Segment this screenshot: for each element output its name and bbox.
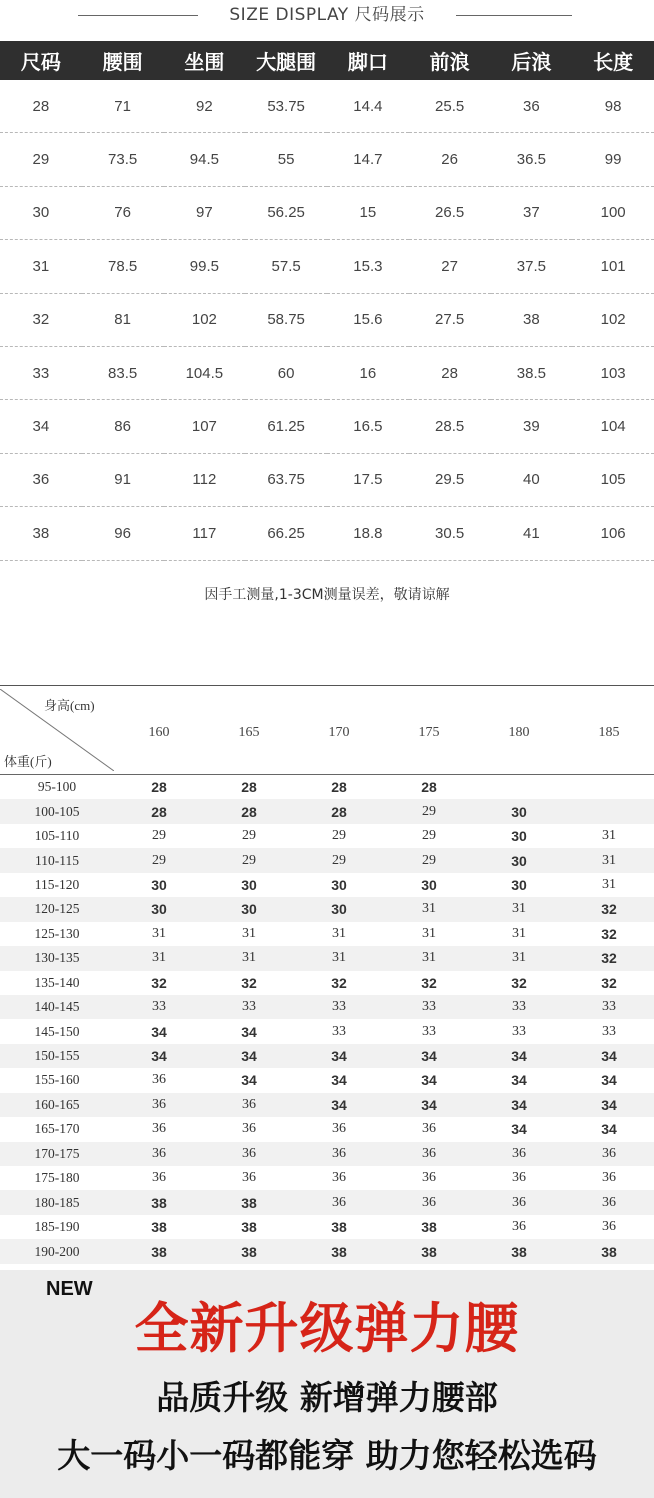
recommended-size-cell: 32 [421, 974, 437, 991]
size-table-row [0, 507, 654, 560]
recommendation-row [0, 897, 654, 921]
recommendation-row [0, 1166, 654, 1190]
height-column-header: 170 [294, 686, 384, 775]
size-column-header: 大腿围 [245, 41, 327, 80]
size-table-cell: 15.3 [327, 240, 409, 293]
recommended-size-cell: 32 [151, 974, 167, 991]
recommended-size-cell: 31 [384, 946, 474, 970]
weight-range-cell: 100-105 [0, 799, 114, 823]
recommended-size-cell: 36 [114, 1093, 204, 1117]
height-column-header: 165 [204, 686, 294, 775]
recommendation-row [0, 1093, 654, 1117]
weight-range-cell: 110-115 [0, 848, 114, 872]
recommended-size-cell: 34 [564, 1093, 654, 1117]
recommended-size-cell: 28 [151, 779, 167, 796]
size-table-cell: 29.5 [409, 453, 491, 506]
recommended-size-cell: 34 [294, 1093, 384, 1117]
header-title-wrap [0, 4, 654, 26]
new-tag: NEW [46, 1278, 93, 1300]
recommended-size-cell: 28 [204, 799, 294, 823]
size-column-header: 腰围 [82, 41, 164, 80]
size-table-cell: 27.5 [409, 293, 491, 346]
recommended-size-cell: 36 [564, 1142, 654, 1166]
recommended-size-cell: 34 [151, 1023, 167, 1040]
weight-range-cell: 190-200 [0, 1239, 114, 1263]
recommended-size-cell: 36 [564, 1190, 654, 1214]
recommendation-row [0, 775, 654, 800]
recommended-size-cell: 30 [474, 848, 564, 872]
recommended-size-cell: 36 [512, 1219, 526, 1235]
recommended-size-cell: 36 [114, 1142, 204, 1166]
recommended-size-cell: 31 [114, 946, 204, 970]
size-table-row [0, 400, 654, 453]
recommended-size-cell: 33 [422, 1023, 436, 1039]
recommended-size-cell: 34 [241, 1072, 257, 1089]
recommended-size-cell: 33 [602, 1023, 616, 1039]
size-table-row [0, 186, 654, 239]
recommended-size-cell: 29 [384, 848, 474, 872]
recommendation-row [0, 824, 654, 848]
size-table-cell: 107 [164, 400, 246, 453]
recommended-size-cell: 36 [242, 1170, 256, 1186]
recommended-size-cell: 31 [204, 946, 294, 970]
recommended-size-cell: 36 [602, 1170, 616, 1186]
recommended-size-cell: 29 [422, 828, 436, 844]
recommended-size-cell: 30 [114, 897, 204, 921]
size-table-row [0, 453, 654, 506]
weight-range-cell: 160-165 [0, 1093, 114, 1117]
recommended-size-cell: 38 [331, 1219, 347, 1236]
recommended-size-cell: 28 [331, 779, 347, 796]
recommended-size-cell: 29 [204, 848, 294, 872]
recommended-size-cell: 38 [421, 1219, 437, 1236]
recommended-size-cell: 36 [242, 1121, 256, 1137]
recommendation-row [0, 971, 654, 995]
recommended-size-cell: 38 [474, 1239, 564, 1263]
recommended-size-cell: 30 [474, 799, 564, 823]
recommended-size-cell: 34 [384, 1093, 474, 1117]
size-table-cell: 76 [82, 186, 164, 239]
recommendation-table-body [0, 686, 654, 1264]
size-table-cell: 38.5 [491, 346, 573, 399]
size-table-cell: 15.6 [327, 293, 409, 346]
recommendation-row [0, 873, 654, 897]
recommended-size-cell: 28 [241, 779, 257, 796]
recommended-size-cell: 36 [422, 1170, 436, 1186]
size-table-cell: 25.5 [409, 80, 491, 133]
recommendation-row [0, 1215, 654, 1239]
recommended-size-cell: 36 [294, 1190, 384, 1214]
size-table-cell: 36.5 [491, 133, 573, 186]
size-table-cell: 105 [572, 453, 654, 506]
recommendation-row [0, 848, 654, 872]
recommended-size-cell: 34 [474, 1044, 564, 1068]
recommended-size-cell: 29 [114, 848, 204, 872]
recommendation-row [0, 1044, 654, 1068]
recommended-size-cell: 34 [241, 1023, 257, 1040]
recommended-size-cell: 36 [152, 1170, 166, 1186]
size-table-cell: 60 [245, 346, 327, 399]
recommended-size-cell: 31 [332, 925, 346, 941]
recommended-size-cell: 34 [114, 1044, 204, 1068]
size-table-cell: 104.5 [164, 346, 246, 399]
recommended-size-cell: 30 [421, 876, 437, 893]
recommended-size-cell: 36 [204, 1142, 294, 1166]
recommended-size-cell: 30 [511, 876, 527, 893]
size-table-cell: 99 [572, 133, 654, 186]
recommendation-row [0, 995, 654, 1019]
size-table-cell: 61.25 [245, 400, 327, 453]
size-table-body [0, 80, 654, 560]
recommended-size-cell: 36 [332, 1121, 346, 1137]
recommendation-row [0, 1019, 654, 1043]
recommended-size-cell: 30 [331, 876, 347, 893]
height-column-header: 160 [114, 686, 204, 775]
size-table-cell: 14.4 [327, 80, 409, 133]
recommended-size-cell: 36 [152, 1121, 166, 1137]
size-table-row [0, 133, 654, 186]
recommended-size-cell: 32 [564, 897, 654, 921]
weight-range-cell: 150-155 [0, 1044, 114, 1068]
recommendation-row [0, 1117, 654, 1141]
size-display-header [0, 0, 654, 40]
height-column-header: 185 [564, 686, 654, 775]
size-table-cell: 36 [491, 80, 573, 133]
size-column-header: 后浪 [491, 41, 573, 80]
recommended-size-cell: 38 [241, 1219, 257, 1236]
size-table-cell: 63.75 [245, 453, 327, 506]
size-table-cell: 101 [572, 240, 654, 293]
recommendation-row [0, 1239, 654, 1263]
size-table-row [0, 80, 654, 133]
size-table-row [0, 293, 654, 346]
size-column-header: 坐围 [164, 41, 246, 80]
recommended-size-cell: 31 [602, 828, 616, 844]
size-table-cell: 14.7 [327, 133, 409, 186]
size-column-header: 前浪 [409, 41, 491, 80]
size-table-cell: 91 [82, 453, 164, 506]
size-table-cell: 81 [82, 293, 164, 346]
recommended-size-cell: 32 [511, 974, 527, 991]
size-table-cell: 36 [0, 453, 82, 506]
recommended-size-cell: 31 [602, 876, 616, 892]
recommended-size-cell: 38 [294, 1239, 384, 1263]
recommended-size-cell: 33 [332, 1023, 346, 1039]
recommended-size-cell: 34 [474, 1093, 564, 1117]
recommended-size-cell: 33 [114, 995, 204, 1019]
recommendation-row [0, 1142, 654, 1166]
recommended-size-cell: 36 [204, 1093, 294, 1117]
recommended-size-cell: 31 [564, 848, 654, 872]
recommendation-row [0, 946, 654, 970]
recommended-size-cell: 34 [204, 1044, 294, 1068]
recommendation-row [0, 922, 654, 946]
size-table-cell: 33 [0, 346, 82, 399]
weight-range-cell: 105-110 [34, 828, 80, 844]
promo-subline-quality: 品质升级 新增弹力腰部 [156, 1378, 498, 1417]
recommended-size-cell: 31 [474, 897, 564, 921]
size-table-cell: 97 [164, 186, 246, 239]
size-table-cell: 94.5 [164, 133, 246, 186]
size-table-cell: 30.5 [409, 507, 491, 560]
recommended-size-cell: 36 [474, 1190, 564, 1214]
recommended-size-cell: 36 [602, 1219, 616, 1235]
recommended-size-cell: 36 [384, 1142, 474, 1166]
size-table-cell: 29 [0, 133, 82, 186]
recommended-size-cell: 29 [384, 799, 474, 823]
size-table-cell: 37 [491, 186, 573, 239]
recommendation-row [0, 1068, 654, 1092]
size-table-cell: 18.8 [327, 507, 409, 560]
recommended-size-cell: 32 [564, 946, 654, 970]
recommended-size-cell: 29 [242, 828, 256, 844]
size-recommendation-chart [0, 685, 654, 1265]
recommended-size-cell: 33 [564, 995, 654, 1019]
size-table-cell: 56.25 [245, 186, 327, 239]
measurement-note: 因手工测量,1-3CM测量误差，敬请谅解 [204, 587, 450, 603]
recommended-size-cell [474, 775, 564, 800]
recommended-size-cell: 30 [241, 876, 257, 893]
size-column-header: 长度 [572, 41, 654, 80]
size-table-cell: 86 [82, 400, 164, 453]
recommended-size-cell: 31 [474, 946, 564, 970]
size-table-cell: 32 [0, 293, 82, 346]
size-table-cell: 30 [0, 186, 82, 239]
size-table-cell: 66.25 [245, 507, 327, 560]
recommended-size-cell: 34 [564, 1044, 654, 1068]
size-table-row [0, 346, 654, 399]
size-table-row [0, 240, 654, 293]
promo-banner [0, 1270, 654, 1498]
size-table-cell: 38 [0, 507, 82, 560]
recommended-size-cell: 38 [151, 1219, 167, 1236]
size-table-cell: 57.5 [245, 240, 327, 293]
recommended-size-cell: 29 [152, 828, 166, 844]
size-table-cell: 83.5 [82, 346, 164, 399]
size-table-header-row [0, 41, 654, 80]
size-table-cell: 26 [409, 133, 491, 186]
recommended-size-cell: 29 [332, 828, 346, 844]
size-column-header: 脚口 [327, 41, 409, 80]
recommended-size-cell: 38 [204, 1239, 294, 1263]
recommended-size-cell: 32 [331, 974, 347, 991]
recommended-size-cell: 29 [294, 848, 384, 872]
size-table-cell: 102 [164, 293, 246, 346]
height-column-header: 175 [384, 686, 474, 775]
size-table-cell: 53.75 [245, 80, 327, 133]
size-table-cell: 112 [164, 453, 246, 506]
diagonal-header [0, 689, 114, 771]
weight-axis-label: 体重(斤) [4, 754, 52, 769]
recommended-size-cell: 28 [421, 779, 437, 796]
size-table-cell: 28 [0, 80, 82, 133]
diagonal-header-cell [0, 686, 114, 775]
header-title: SIZE DISPLAY 尺码展示 [221, 5, 432, 25]
recommended-size-cell: 30 [204, 897, 294, 921]
recommended-size-cell: 31 [384, 897, 474, 921]
recommended-size-cell: 30 [151, 876, 167, 893]
recommended-size-cell: 36 [294, 1142, 384, 1166]
recommended-size-cell [564, 799, 654, 823]
size-table-cell: 37.5 [491, 240, 573, 293]
recommended-size-cell: 38 [114, 1239, 204, 1263]
recommended-size-cell: 33 [512, 1023, 526, 1039]
weight-range-cell: 170-175 [0, 1142, 114, 1166]
recommended-size-cell: 28 [114, 799, 204, 823]
size-table-cell: 31 [0, 240, 82, 293]
weight-range-cell: 140-145 [0, 995, 114, 1019]
recommended-size-cell: 36 [474, 1142, 564, 1166]
size-column-header: 尺码 [0, 41, 82, 80]
size-table-cell: 99.5 [164, 240, 246, 293]
weight-range-cell: 130-135 [0, 946, 114, 970]
size-table-cell: 15 [327, 186, 409, 239]
recommended-size-cell: 31 [512, 925, 526, 941]
height-column-header: 180 [474, 686, 564, 775]
recommended-size-cell: 32 [601, 925, 617, 942]
size-table-cell: 98 [572, 80, 654, 133]
recommended-size-cell: 32 [601, 974, 617, 991]
recommendation-row [0, 1190, 654, 1214]
recommended-size-cell: 33 [294, 995, 384, 1019]
recommended-size-cell: 34 [511, 1121, 527, 1138]
size-table-cell: 27 [409, 240, 491, 293]
size-table-cell: 78.5 [82, 240, 164, 293]
size-table-cell: 28 [409, 346, 491, 399]
size-measurement-table [0, 41, 654, 561]
size-table-cell: 16.5 [327, 400, 409, 453]
recommended-size-cell: 36 [384, 1190, 474, 1214]
size-recommendation-table [0, 685, 654, 1264]
recommended-size-cell: 36 [152, 1072, 166, 1088]
weight-range-cell: 185-190 [34, 1219, 80, 1235]
size-table-cell: 34 [0, 400, 82, 453]
recommended-size-cell: 31 [152, 925, 166, 941]
size-table-cell: 96 [82, 507, 164, 560]
size-table-cell: 100 [572, 186, 654, 239]
recommended-size-cell: 30 [511, 828, 527, 845]
recommended-size-cell: 34 [601, 1072, 617, 1089]
weight-range-cell: 120-125 [0, 897, 114, 921]
size-table-cell: 26.5 [409, 186, 491, 239]
recommended-size-cell: 34 [511, 1072, 527, 1089]
size-table-cell: 58.75 [245, 293, 327, 346]
size-table-cell: 92 [164, 80, 246, 133]
weight-range-cell: 135-140 [34, 974, 80, 990]
size-table-cell: 73.5 [82, 133, 164, 186]
recommended-size-cell: 32 [241, 974, 257, 991]
recommended-size-cell: 34 [384, 1044, 474, 1068]
recommended-size-cell: 36 [512, 1170, 526, 1186]
size-table-cell: 117 [164, 507, 246, 560]
recommended-size-cell: 38 [564, 1239, 654, 1263]
size-table-cell: 106 [572, 507, 654, 560]
recommended-size-cell: 33 [384, 995, 474, 1019]
promo-headline: 全新升级弹力腰 [134, 1297, 520, 1360]
size-table-cell: 16 [327, 346, 409, 399]
promo-subline-fit: 大一码小一码都能穿 助力您轻松选码 [57, 1436, 597, 1475]
recommended-size-cell: 33 [474, 995, 564, 1019]
recommendation-row [0, 799, 654, 823]
size-table-cell: 17.5 [327, 453, 409, 506]
weight-range-cell: 175-180 [34, 1170, 80, 1186]
recommended-size-cell: 33 [204, 995, 294, 1019]
recommended-size-cell: 30 [294, 897, 384, 921]
weight-range-cell: 155-160 [34, 1072, 80, 1088]
recommended-size-cell: 38 [114, 1190, 204, 1214]
size-table-cell: 28.5 [409, 400, 491, 453]
weight-range-cell: 165-170 [34, 1121, 80, 1137]
recommended-size-cell: 34 [294, 1044, 384, 1068]
weight-range-cell: 115-120 [34, 876, 80, 892]
recommended-size-cell: 38 [204, 1190, 294, 1214]
size-table-cell: 39 [491, 400, 573, 453]
size-table-cell: 102 [572, 293, 654, 346]
weight-range-cell: 180-185 [0, 1190, 114, 1214]
recommended-size-cell: 36 [332, 1170, 346, 1186]
size-table-cell: 104 [572, 400, 654, 453]
size-table-cell: 103 [572, 346, 654, 399]
recommendation-header-row [0, 686, 654, 775]
size-table-cell: 41 [491, 507, 573, 560]
size-table-cell: 71 [82, 80, 164, 133]
recommended-size-cell: 38 [384, 1239, 474, 1263]
weight-range-cell: 145-150 [34, 1023, 80, 1039]
recommended-size-cell: 28 [294, 799, 384, 823]
size-table-cell: 55 [245, 133, 327, 186]
recommended-size-cell: 34 [601, 1121, 617, 1138]
recommended-size-cell [564, 775, 654, 800]
recommended-size-cell: 31 [242, 925, 256, 941]
size-table-cell: 38 [491, 293, 573, 346]
recommended-size-cell: 34 [331, 1072, 347, 1089]
size-table-cell: 40 [491, 453, 573, 506]
recommended-size-cell: 31 [422, 925, 436, 941]
recommended-size-cell: 31 [294, 946, 384, 970]
recommended-size-cell: 36 [422, 1121, 436, 1137]
height-axis-label: 身高(cm) [44, 698, 95, 713]
weight-range-cell: 95-100 [37, 779, 77, 795]
recommended-size-cell: 34 [421, 1072, 437, 1089]
weight-range-cell: 125-130 [34, 925, 80, 941]
